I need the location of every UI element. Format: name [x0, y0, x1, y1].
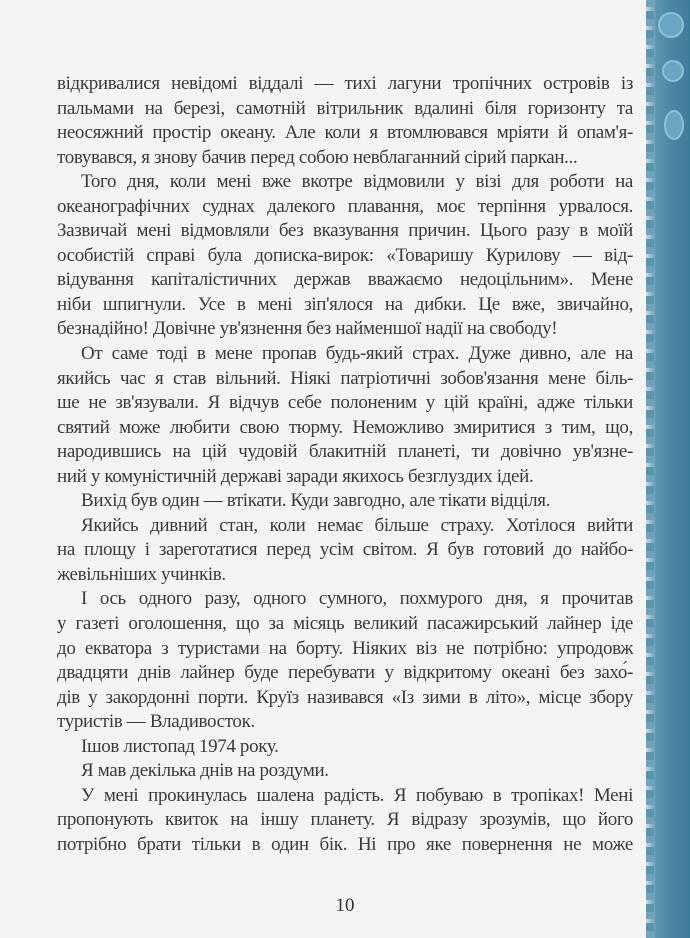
text-line: ше не зв'язували. Я відчув себе полоненим у цій країні, адже тільки — [57, 392, 633, 414]
brush-edge — [646, 0, 654, 938]
text-line: Я мав декілька днів на роздуми. — [81, 760, 329, 782]
swirl-ornament-icon — [658, 12, 684, 38]
text-line: океанографічних суднах далекого плавання, моє терпіння урвалося. — [57, 195, 633, 217]
text-line: народившись на цій чудовій блакитній планеті, ти довічно ув'язне- — [57, 441, 633, 463]
text-line: до екватора з туристами на борту. Ніяких віз не потрібно: упродовж — [57, 637, 633, 659]
text-line: ний у комуністичній державі заради якихось безглуздих ідей. — [57, 465, 534, 487]
page-body-text — [57, 72, 633, 858]
paragraph — [57, 759, 633, 784]
text-line: І ось одного разу, одного сумного, похмурого дня, я прочитав — [81, 588, 633, 610]
text-line: відування капіталістичних держав вважаємо недоцільним». Мене — [57, 269, 633, 291]
text-line: Якийсь дивний стан, коли немає більше страху. Хотілося вийти — [81, 514, 633, 536]
text-line: Ішов листопад 1974 року. — [81, 735, 279, 757]
text-line: пальмами на березі, самотній вітрильник вдалині біля горизонту та — [57, 97, 633, 119]
text-line: на площу і зареготатися перед усім світом. Я був готовий до найбо- — [57, 539, 633, 561]
paragraph — [57, 342, 633, 489]
text-line: пропонують квиток на іншу планету. Я відразу зрозумів, що його — [57, 809, 633, 831]
text-line: святий може любити свою тюрму. Неможливо змиритися з тим, що, — [57, 416, 633, 438]
text-line: безнадійно! Довічне ув'язнення без найменшої надії на свободу! — [57, 318, 558, 340]
text-line: От саме тоді в мене пропав будь-який страх. Дуже дивно, але на — [81, 343, 633, 365]
text-line: ніби шпигнули. Усе в мені зіп'ялося на дибки. Це вже, звичайно, — [57, 293, 633, 315]
page-number: 10 — [335, 895, 355, 916]
text-line: туристів — Владивосток. — [57, 711, 255, 733]
text-line: відкривалися невідомі віддалі — тихі лагуни тропічних островів із — [57, 73, 633, 94]
paragraph — [57, 72, 633, 170]
paragraph — [57, 489, 633, 514]
text-line: Того дня, коли мені вже вкотре відмовили у візі для роботи на — [81, 171, 633, 193]
text-line: потрібно брати тільки в один бік. Ні про яке повернення не може — [57, 833, 633, 855]
text-line: якийсь час я став вільний. Ніякі патріотичні зобов'язання мене біль- — [57, 367, 633, 389]
paragraph — [57, 170, 633, 342]
text-line: двадцяти днів лайнер буде перебувати у відкритому океані без захо́- — [57, 662, 633, 684]
paragraph — [57, 735, 633, 760]
swirl-ornament-icon — [664, 110, 684, 140]
decorative-blue-brush-strip — [646, 0, 690, 938]
text-line: жевільніших учинків. — [57, 563, 226, 585]
text-line: дів у закордонні порти. Круїз називався «Із зими в літо», місце збору — [57, 686, 633, 708]
text-line: неосяжний простір океану. Але коли я втомлювався мріяти й опам'я- — [57, 122, 633, 144]
paragraph — [57, 784, 633, 858]
text-line: Зазвичай мені відмовляли без вказування причин. Цього разу в моїй — [57, 220, 633, 242]
text-line: товувався, я знову бачив перед собою невблаганний сірий паркан... — [57, 146, 578, 168]
paragraph — [57, 514, 633, 588]
text-line: особистій справі була дописка-вирок: «Товаришу Курилову — від- — [57, 244, 633, 266]
swirl-ornament-icon — [662, 60, 684, 82]
text-line: у газеті оголошення, що за місяць великий пасажирський лайнер іде — [57, 613, 633, 635]
text-line: У мені прокинулась шалена радість. Я побуваю в тропіках! Мені — [81, 784, 633, 806]
paragraph — [57, 587, 633, 734]
text-line: Вихід був один — втікати. Куди завгодно, але тікати відціля. — [81, 490, 551, 512]
